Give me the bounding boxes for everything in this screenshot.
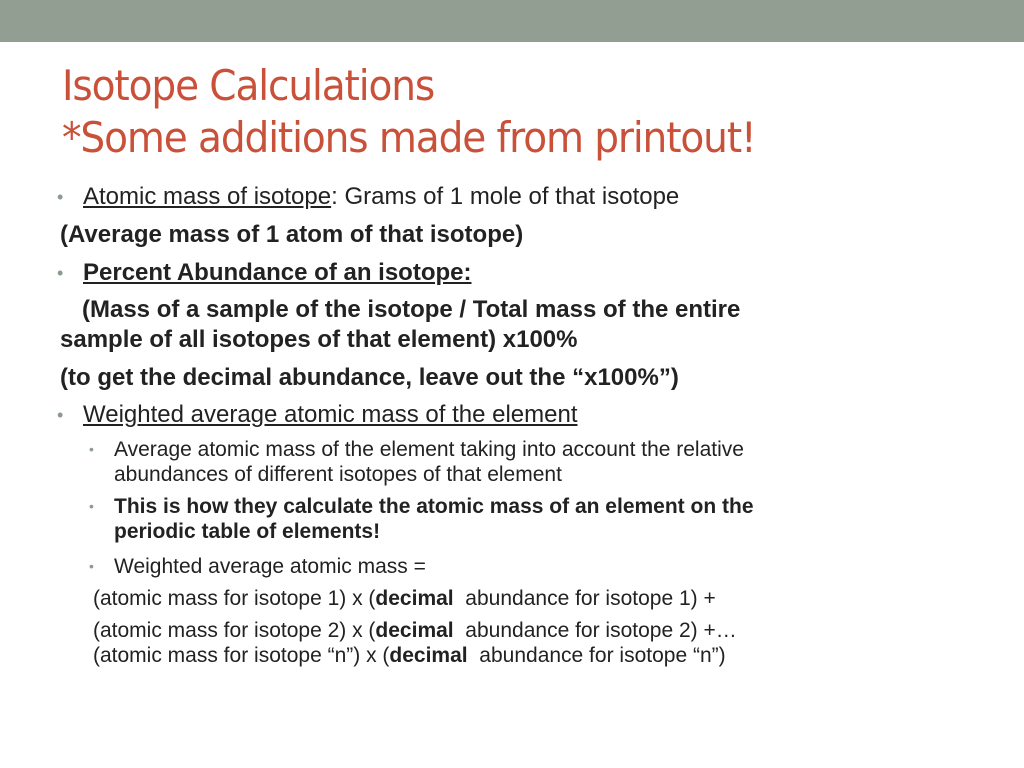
bullet-dot-icon: • bbox=[89, 498, 94, 514]
bullet-dot-icon: • bbox=[89, 558, 94, 574]
bullet-dot-icon: • bbox=[57, 263, 64, 283]
top-accent-bar bbox=[0, 0, 1024, 42]
title-line-1: Isotope Calculations bbox=[62, 61, 435, 110]
equation-line-3 bbox=[93, 643, 726, 668]
equation-line-2 bbox=[93, 618, 737, 643]
equation-line-1 bbox=[93, 586, 716, 611]
equation-text: abundance for isotope “n”) bbox=[467, 644, 726, 667]
bullet-dot-icon: • bbox=[57, 405, 64, 425]
average-mass-note: (Average mass of 1 atom of that isotope) bbox=[60, 221, 524, 248]
slide-title bbox=[62, 60, 936, 164]
bullet-dot-icon: • bbox=[57, 187, 64, 207]
decimal-abundance-note: (to get the decimal abundance, leave out the “x100%”) bbox=[60, 364, 679, 391]
bullet-dot-icon: • bbox=[89, 441, 94, 457]
sub-bullet-weighted-formula bbox=[60, 554, 426, 579]
title-line-2: *Some additions made from printout! bbox=[62, 113, 756, 162]
equation-decimal: decimal bbox=[375, 587, 454, 610]
percent-abundance-term: Percent Abundance of an isotope: bbox=[83, 259, 472, 286]
bullet-atomic-mass bbox=[57, 182, 680, 212]
equation-text: (atomic mass for isotope 1) x ( bbox=[93, 587, 376, 610]
equation-text: (atomic mass for isotope “n”) x ( bbox=[93, 644, 390, 667]
equation-text: abundance for isotope 2) +… bbox=[453, 619, 737, 642]
sub-bullet-definition bbox=[60, 437, 744, 487]
weighted-formula-label: Weighted average atomic mass = bbox=[114, 555, 426, 578]
sub-definition-line-2: abundances of different isotopes of that element bbox=[114, 463, 562, 486]
atomic-mass-definition: : Grams of 1 mole of that isotope bbox=[331, 183, 680, 210]
bullet-weighted-average bbox=[57, 400, 578, 430]
periodic-line-2: periodic table of elements! bbox=[114, 520, 381, 543]
equation-decimal: decimal bbox=[375, 619, 454, 642]
percent-formula-line-2: sample of all isotopes of that element) x100% bbox=[60, 326, 578, 353]
percent-formula-line-1: (Mass of a sample of the isotope / Total mass of the entire bbox=[82, 296, 741, 323]
atomic-mass-term: Atomic mass of isotope bbox=[83, 183, 332, 210]
bullet-percent-abundance bbox=[57, 258, 472, 288]
equation-text: abundance for isotope 1) + bbox=[453, 587, 716, 610]
periodic-line-1: This is how they calculate the atomic mass of an element on the bbox=[114, 495, 754, 518]
equation-decimal: decimal bbox=[389, 644, 468, 667]
weighted-average-term: Weighted average atomic mass of the element bbox=[83, 401, 578, 428]
sub-bullet-periodic-table bbox=[60, 494, 754, 544]
equation-text: (atomic mass for isotope 2) x ( bbox=[93, 619, 376, 642]
sub-definition-line-1: Average atomic mass of the element taking into account the relative bbox=[114, 438, 744, 461]
